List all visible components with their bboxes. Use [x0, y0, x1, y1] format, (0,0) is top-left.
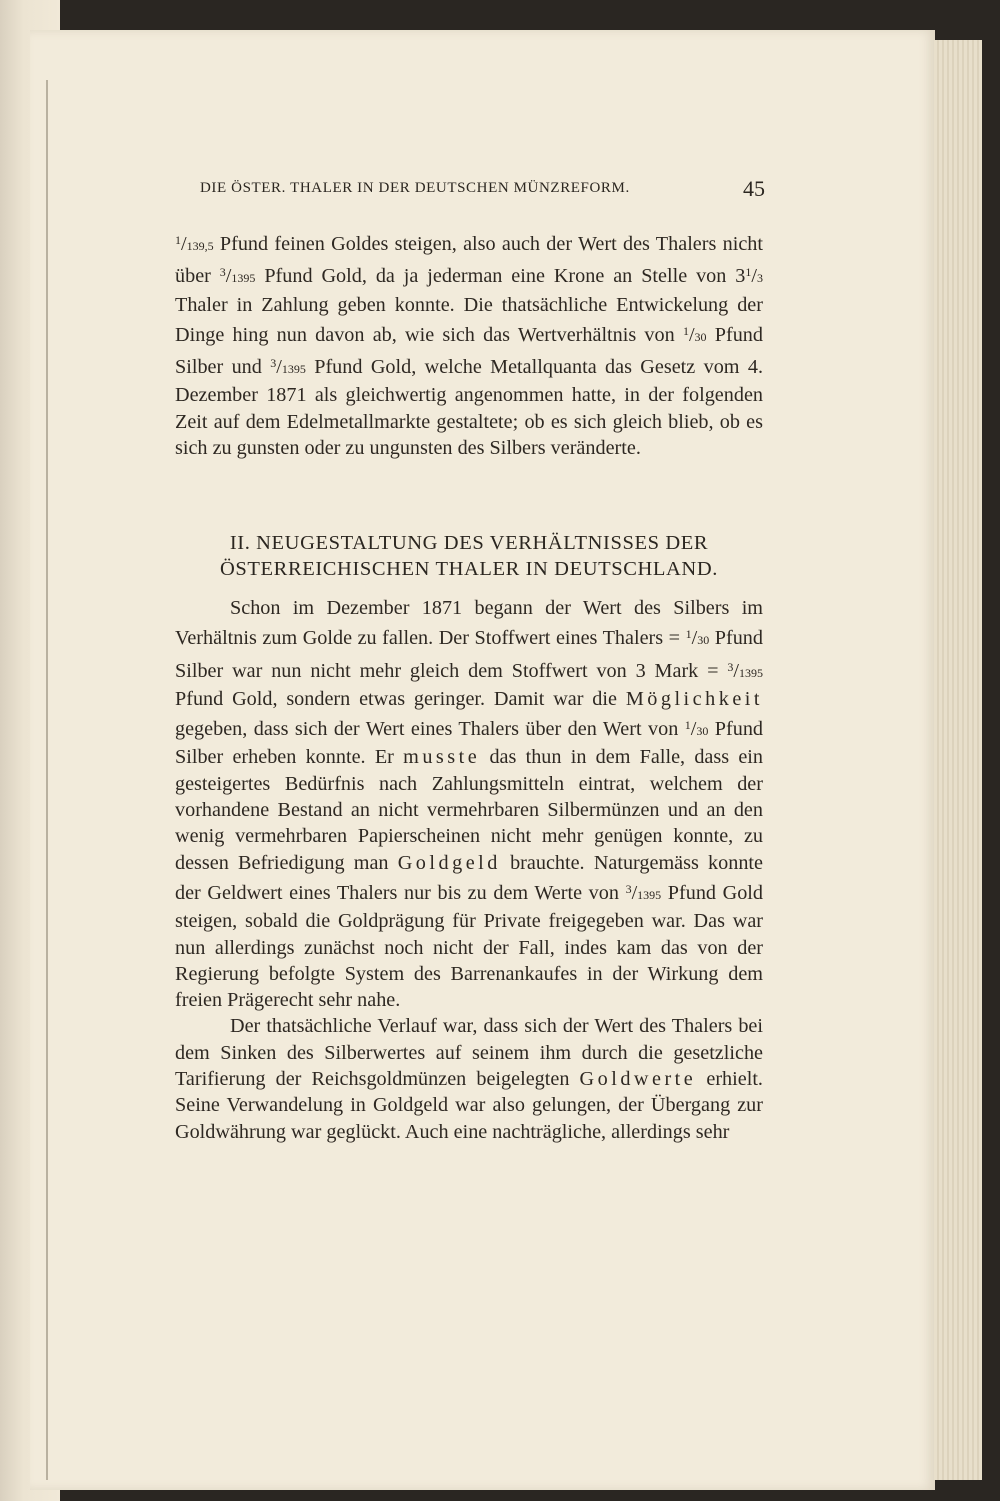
fraction-denominator: 1395 — [637, 887, 662, 902]
text-run: Schon im Dezember 1871 begann der Wert des Silbers im Verhältnis zum Golde zu fallen. Der Stoffwert eines Thalers = — [175, 597, 763, 650]
paragraph-2: Schon im Dezember 1871 begann der Wert des Silbers im Verhältnis zum Golde zu fallen. Der Stoffwert eines Thalers = $^1$/30 Pfund Silber war nun nicht mehr gleich dem Stoffwert von 3 Mark = $^3$/1395 Pfund Gold, sondern etwas geringer. Damit war die Möglichkeit gegeben, dass sich der Wert eines Thalers über den Wert von $^1$/30 Pfund Silber erheben konnte. Er musste das thun in dem Falle, dass ein gesteigertes Bedürfnis nach Zahlungsmitteln eintrat, welchem der vorhandene Bestand an nicht vermehrbaren Silbermünzen und an den wenig vermehrbaren Papierscheinen nicht mehr genügen konnte, zu dessen Befriedigung man Goldgeld brauchte. Naturgemäss konnte der Geldwert eines Thalers nur bis zu dem Werte von $^3$/1395 Pfund Gold steigen, sobald die Goldprägung für Private freigegeben war. Das war nun allerdings zunächst noch nicht der Fall, indes kam das von der Regierung befolgte System des Barrenankaufes in der Wirkung dem freien Prägerecht sehr nahe. — [175, 597, 764, 1012]
page-edges — [934, 40, 982, 1480]
fraction-denominator: 30 — [696, 724, 709, 739]
page-number: 45 — [743, 176, 765, 201]
text-run: Thaler in Zahlung geben konnte. Die thatsächliche Entwickelung der Dinge hing nun davon ab, wie sich das Wertverhältnis von — [175, 293, 763, 346]
fraction-numerator: 3 — [270, 356, 277, 371]
emphasis-text: Möglichkeit — [625, 687, 763, 710]
section-body — [175, 595, 763, 1145]
fraction-numerator: 1 — [175, 233, 181, 247]
fraction-numerator: 3 — [219, 265, 226, 280]
text-run: Pfund Silber war nun nicht mehr gleich dem Stoffwert von 3 Mark = — [175, 627, 763, 682]
fraction-numerator: 3 — [625, 881, 632, 896]
fraction-denominator: 3 — [757, 271, 763, 286]
section-heading — [175, 530, 763, 582]
emphasis-text: Goldwerte — [579, 1068, 697, 1091]
text-run: das thun in dem Falle, dass ein gesteigertes Bedürfnis nach Zahlungsmitteln eintrat, welchem der vorhandene Bestand an nicht vermehrbaren Silbermünzen und an den wenig vermehrbaren Papierscheinen nicht mehr genügen konnte, zu dessen Befriedigung man — [175, 746, 763, 874]
fraction-numerator: 1 — [682, 323, 689, 338]
running-head-title: DIE ÖSTER. THALER IN DER DEUTSCHEN MÜNZREFORM. — [200, 180, 630, 196]
text-run: erhielt. Seine Verwandelung in Goldgeld war also gelungen, der Übergang zur Goldwährung war geglückt. Auch eine nachträgliche, allerdings sehr — [175, 1068, 763, 1143]
fraction-denominator: 30 — [697, 633, 710, 648]
text-run: brauchte. Naturgemäss konnte der Geldwert eines Thalers nur bis zu dem Werte von — [175, 851, 763, 904]
paragraph-3 — [175, 1013, 763, 1144]
section-heading-line-2: ÖSTERREICHISCHEN THALER IN DEUTSCHLAND. — [220, 558, 718, 580]
running-head — [175, 176, 765, 202]
text-run: Pfund Gold, sondern etwas geringer. Damit war die — [175, 687, 626, 710]
text-run: Pfund Silber erheben konnte. Er — [175, 718, 764, 769]
text-run: Pfund Gold, da ja jederman eine Krone an Stelle von 3 — [255, 265, 746, 288]
text-run: Pfund Gold steigen, sobald die Goldprägung für Private freigegeben war. Das war nun allerdings zunächst noch nicht der Fall, indes kam das von der Regierung befolgte System des Barrenankaufes in der Wirkung dem freien Prägerecht sehr nahe. — [175, 881, 764, 1012]
fraction-numerator: 1 — [685, 627, 692, 642]
fraction-denominator: 1395 — [231, 271, 256, 286]
emphasis-text: Goldgeld — [397, 851, 501, 874]
fraction-numerator: 1 — [684, 718, 691, 733]
gutter-line — [46, 80, 48, 1480]
fraction-denominator: 139,5 — [186, 239, 214, 253]
fraction-denominator: 30 — [694, 329, 707, 344]
paragraph-1: $^1$/139,5 Pfund feinen Goldes steigen, also auch der Wert des Thalers nicht über $^3$/1395 Pfund Gold, da ja jederman eine Krone an Stelle von $3^1/3$ Thaler in Zahlung geben konnte. Die thatsächliche Entwickelung der Dinge hing nun davon ab, wie sich das Wertverhältnis von $^1$/30 Pfund Silber und $^3$/1395 Pfund Gold, welche Metallquanta das Gesetz vom 4. Dezember 1871 als gleichwertig angenommen hatte, in der folgenden Zeit auf dem Edelmetallmarkte gestaltete; ob es sich gleich blieb, ob es sich zu gunsten oder zu ungunsten des Silbers veränderte. — [175, 233, 763, 460]
text-run: Pfund feinen Goldes steigen, also auch der Wert des Thalers nicht über — [175, 233, 763, 288]
paragraph-continuation — [175, 227, 763, 461]
fraction-numerator: 3 — [727, 659, 734, 674]
fraction-numerator: 1 — [745, 265, 752, 280]
fraction-denominator: 1395 — [281, 362, 306, 377]
text-run: Der thatsächliche Verlauf war, dass sich der Wert des Thalers bei dem Sinken des Silberwertes auf seinem ihm durch die gesetzliche Tarifierung der Reichsgoldmünzen beigelegten — [175, 1015, 763, 1091]
text-run: Pfund Silber und — [175, 323, 763, 379]
text-run: Pfund Gold, welche Metallquanta das Gesetz vom 4. Dezember 1871 als gleichwertig angenommen hatte, in der folgenden Zeit auf dem Edelmetallmarkte gestaltete; ob es sich gleich blieb, ob es sich zu gunsten oder zu ungunsten des Silbers veränderte. — [175, 356, 763, 460]
text-run: gegeben, dass sich der Wert eines Thalers über den Wert von — [175, 718, 685, 741]
emphasis-text: musste — [403, 746, 481, 769]
section-heading-line-1: II. NEUGESTALTUNG DES VERHÄLTNISSES DER — [229, 532, 709, 554]
fraction-denominator: 1395 — [739, 665, 763, 680]
